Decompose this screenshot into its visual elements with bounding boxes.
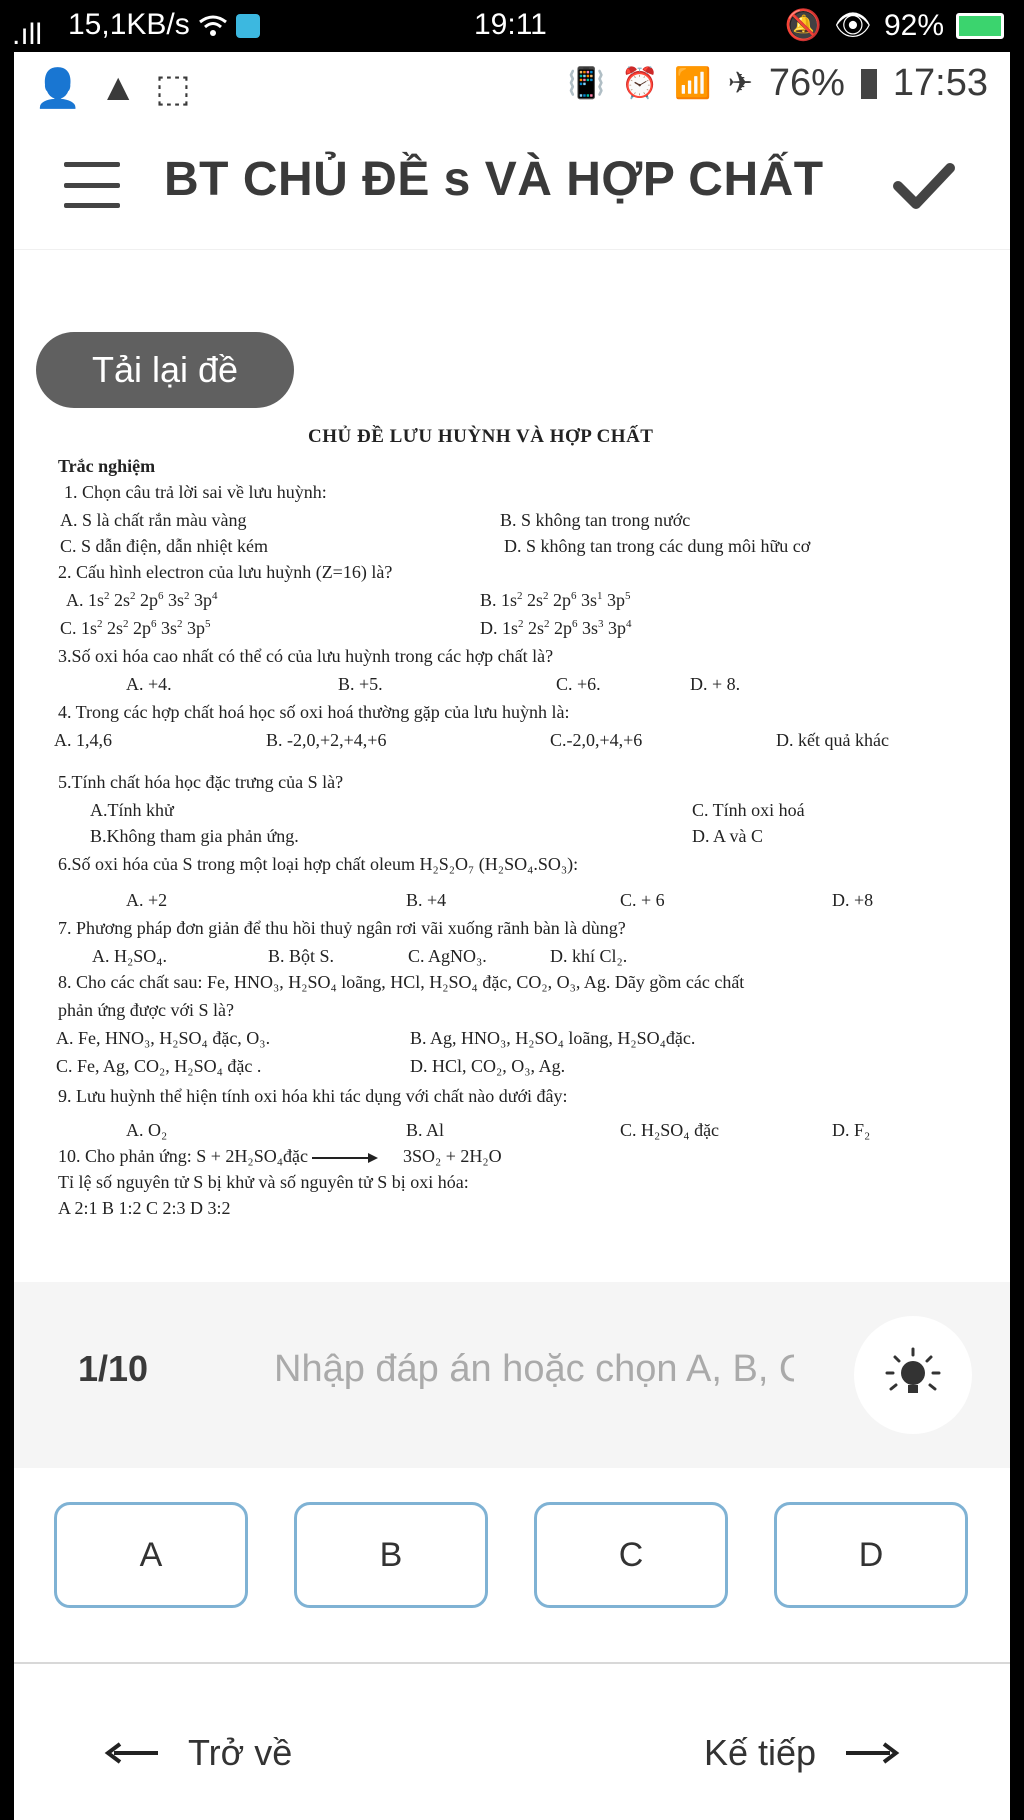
wifi-icon: 📶 [674,67,712,100]
question-1: 1. Chọn câu trả lời sai về lưu huỳnh: [64,482,327,502]
network-speed-text: 15,1KB/s [68,8,190,41]
hint-button[interactable] [854,1316,972,1434]
q1-option-d: D. S không tan trong các dung môi hữu cơ [504,536,811,556]
q10-reactants: 10. Cho phản ứng: S + 2H₂SO₄đặc [58,1146,308,1166]
doc-title: CHỦ ĐỀ LƯU HUỲNH VÀ HỢP CHẤT [308,426,654,447]
q1-option-a: A. S là chất rắn màu vàng [60,510,247,530]
person-icon: 👤 [34,67,82,110]
q4-option-d: D. kết quả khác [776,730,889,750]
q6-option-a: A. +2 [126,890,168,910]
outer-status-right [785,8,1005,43]
vibrate-icon: 📳 [567,67,605,100]
back-button[interactable] [106,1732,292,1774]
eye-icon: 👁 [833,9,872,42]
q9-option-d: D. F₂ [832,1120,871,1140]
warning-icon: ▲ [99,67,137,109]
q7-option-a: A. H₂SO₄. [92,946,168,966]
q5-option-b: B.Không tham gia phản ứng. [90,826,299,846]
submit-check-icon[interactable] [894,160,954,212]
q4-option-a: A. 1,4,6 [54,730,112,750]
answer-input[interactable] [274,1334,794,1404]
app-header [14,120,1010,250]
q2-option-c: C. $1s^2$ $2s^2$ $2p^6$ $3s^2$ $3p^5$ [60,618,211,638]
q7-option-d: D. khí Cl₂. [550,946,628,966]
app-screen [14,52,1010,1820]
mute-icon: 🔕 [784,9,822,42]
q5-option-d: D. A và C [692,826,764,846]
inner-status-bar [14,52,1010,120]
q10-options-cut: A 2:1 B 1:2 C 2:3 D 3:2 [58,1198,231,1218]
question-10-cont: Tỉ lệ số nguyên tử S bị khử và số nguyên tử S bị oxi hóa: [58,1172,469,1192]
divider [14,1662,1010,1664]
question-10 [58,1146,502,1167]
q7-option-b: B. Bột S. [268,946,335,966]
inner-clock: 17:53 [892,62,988,104]
inner-battery-percent: 76% [768,62,845,104]
q8-option-d: D. HCl, CO₂, O₃, Ag. [410,1056,566,1076]
app-notification-icon [236,14,260,38]
q9-option-c: C. H₂SO₄ đặc [620,1120,720,1140]
q2-option-a: A. $1s^2$ $2s^2$ $2p^6$ $3s^2$ $3p^4$ [66,590,218,610]
q2-option-b: B. $1s^2$ $2s^2$ $2p^6$ $3s^1$ $3p^5$ [480,590,631,610]
back-label: Trở về [188,1732,293,1773]
question-counter: 1/10 [78,1348,149,1389]
doc-section: Trắc nghiệm [58,456,156,476]
airplane-icon: ✈ [727,67,753,100]
q6-option-d: D. +8 [832,890,874,910]
q3-option-a: A. +4. [126,674,172,694]
q9-option-b: B. Al [406,1120,445,1140]
choice-buttons [14,1502,1010,1612]
battery-charging-icon [956,13,1004,39]
choice-d-button[interactable]: D [774,1502,968,1608]
q3-option-c: C. +6. [556,674,601,694]
q1-option-c: C. S dẫn điện, dẫn nhiệt kém [60,536,268,556]
question-7: 7. Phương pháp đơn giản để thu hồi thuỷ ngân rơi vãi xuống rãnh bàn là dùng? [58,918,626,938]
q8-option-c: C. Fe, Ag, CO₂, H₂SO₄ đặc . [56,1056,262,1076]
q3-option-d: D. + 8. [690,674,741,694]
question-8-cont: phản ứng được với S là? [58,1000,235,1020]
q6-option-c: C. + 6 [620,890,665,910]
page-title: BT CHỦ ĐỀ s VÀ HỢP CHẤT [164,153,824,206]
choice-b-button[interactable]: B [294,1502,488,1608]
alarm-icon: ⏰ [620,67,659,100]
exam-document [14,420,1010,1336]
q6-option-b: B. +4 [406,890,447,910]
q3-option-b: B. +5. [338,674,383,694]
reaction-arrow-icon [312,1152,378,1164]
wifi-icon [198,14,228,38]
q2-option-d: D. $1s^2$ $2s^2$ $2p^6$ $3s^3$ $3p^4$ [480,618,632,638]
next-label: Kế tiếp [704,1732,817,1773]
q4-option-c: C.-2,0,+4,+6 [550,730,643,750]
choice-a-button[interactable]: A [54,1502,248,1608]
q1-option-b: B. S không tan trong nước [500,510,691,530]
q8-option-b: B. Ag, HNO₃, H₂SO₄ loãng, H₂SO₄đặc. [410,1028,696,1048]
q8-option-a: A. Fe, HNO₃, H₂SO₄ đặc, O₃. [56,1028,271,1048]
q5-option-c: C. Tính oxi hoá [692,800,805,820]
q9-option-a: A. O₂ [126,1120,168,1140]
question-2: 2. Cấu hình electron của lưu huỳnh (Z=16) là? [58,562,393,582]
network-speed [68,8,260,42]
question-6: 6.Số oxi hóa của S trong một loại hợp chất oleum H₂S₂O₇ (H₂SO₄.SO₃): [58,854,579,874]
outer-status-bar [0,0,1024,52]
question-9: 9. Lưu huỳnh thể hiện tính oxi hóa khi tác dụng với chất nào dưới đây: [58,1086,568,1106]
arrow-left-icon [106,1741,158,1765]
next-button[interactable] [704,1732,898,1774]
download-icon: ⬚ [154,68,191,110]
menu-icon[interactable] [64,162,120,208]
q10-products: 3SO₂ + 2H₂O [402,1146,502,1166]
outer-clock: 19:11 [474,8,547,41]
battery-percent: 92% [883,8,944,42]
question-8: 8. Cho các chất sau: Fe, HNO₃, H₂SO₄ loãng, HCl, H₂SO₄ đặc, CO₂, O₃, Ag. Dãy gồm các chất [58,972,745,992]
q7-option-c: C. AgNO₃. [408,946,487,966]
battery-icon [861,69,877,99]
signal-icon: .ıll [12,18,42,51]
lightbulb-icon [883,1345,943,1405]
q4-option-b: B. -2,0,+2,+4,+6 [266,730,387,750]
q5-option-a: A.Tính khử [90,800,174,820]
choice-c-button[interactable]: C [534,1502,728,1608]
arrow-right-icon [846,1741,898,1765]
question-3: 3.Số oxi hóa cao nhất có thể có của lưu huỳnh trong các hợp chất là? [58,646,554,666]
question-5: 5.Tính chất hóa học đặc trưng của S là? [58,772,344,792]
question-4: 4. Trong các hợp chất hoá học số oxi hoá thường gặp của lưu huỳnh là: [58,702,570,722]
answer-bar [14,1282,1010,1468]
reload-exam-button[interactable]: Tải lại đề [36,332,294,408]
